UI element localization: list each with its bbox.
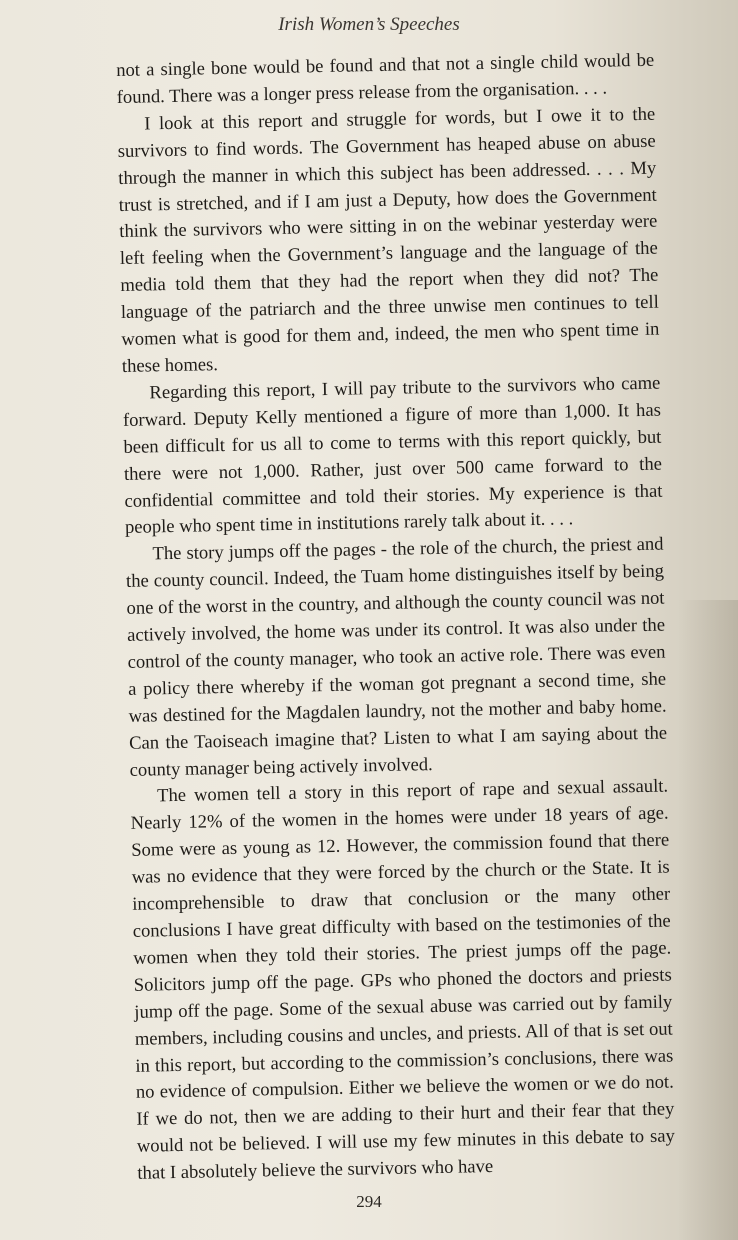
paragraph-5: The women tell a story in this report of rape and sexual assault. Nearly 12% of the women in the homes were under 18 years of age. Some were as young as 12. However, the commission found that there was no evidence that they were forced by the church or the State. It is incomprehensible to draw that conclusion or the many other conclusions I have great difficulty with based on the testimonies of the women when they told their stories. The priest jumps off the page. Solicitors jump off the page. GPs who phoned the doctors and priests jump off the page. Some of the sexual abuse was carried out by family members, including cousins and uncles, and priests. All of that is set out in this report, but according to the commission’s conclusions, there was no evidence of compulsion. Either we believe the women or we do not. If we do not, then we are adding to their hurt and their fear that they would not be believed. I will use my few minutes in this debate to say that I absolutely believe the survivors who have	[130, 776, 676, 1184]
paragraph-3: Regarding this report, I will pay tribute to the survivors who came forward. Deputy Kelly mentioned a figure of more than 1,000. It has been difficult for us all to come to terms with this report quickly, but there were not 1,000. Rather, just over 500 came forward to the confidential committee and told their stories. My experience is that people who spent time in institutions rarely talk about it. . . .	[122, 372, 663, 539]
page-number: 294	[356, 1192, 382, 1211]
body-text	[116, 48, 676, 1188]
paragraph-4: The story jumps off the pages - the role of the church, the priest and the county council. Indeed, the Tuam home distinguishes itself by being one of the worst in the country, and although the county council was not actively involved, the home was under its control. It was also under the control of the county manager, who took an active role. There was even a policy there whereby if the woman got pregnant a second time, she was destined for the Magdalen laundry, not the mother and baby home. Can the Taoiseach imagine that? Listen to what I am saying about the county manager being actively involved.	[125, 533, 668, 781]
page-shadow	[678, 600, 738, 1240]
paragraph-1: not a single bone would be found and that not a single child would be found. There was a longer press release from the organisation. . . .	[116, 49, 655, 108]
running-head: Irish Women’s Speeches	[278, 14, 460, 35]
paragraph-2: I look at this report and struggle for words, but I owe it to the survivors to find words. The Government has heaped abuse on abuse through the manner in which this subject has been addressed. . . . My trust is stretched, and if I am just a Deputy, how does the Government think the survivors who were sitting in on the webinar yesterday were left feeling when the Government’s language and the language of the media told them that they had the report when they did not? The language of the patriarch and the three unwise men continues to tell women what is good for them and, indeed, the men who spent time in these homes.	[117, 103, 660, 377]
